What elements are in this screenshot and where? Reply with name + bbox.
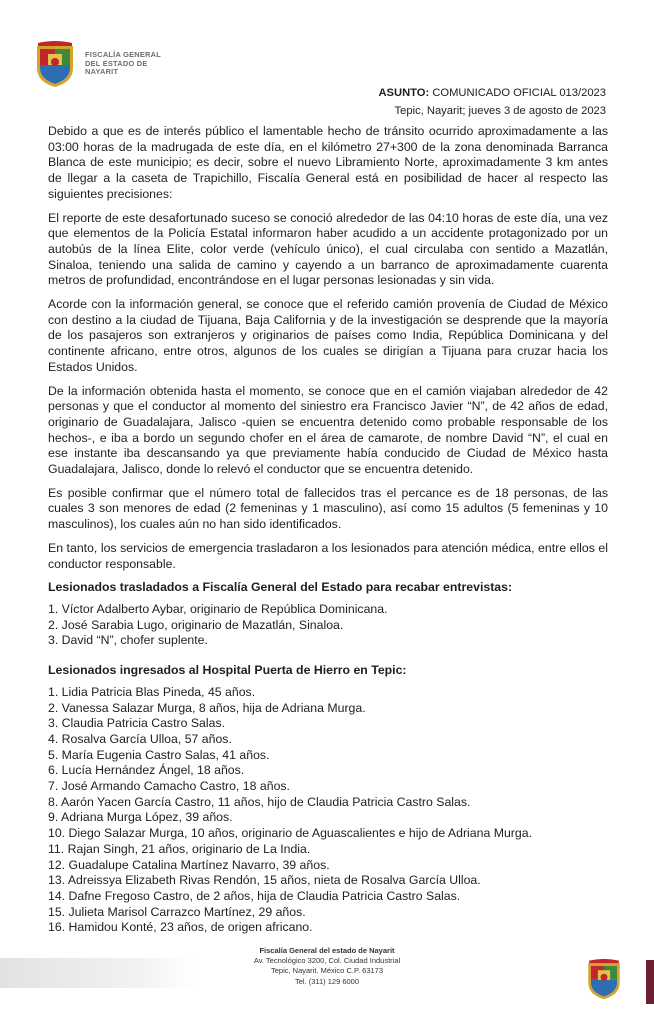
document-body — [48, 124, 608, 950]
list-item: 10. Diego Salazar Murga, 10 años, originario de Aguascalientes e hijo de Adriana Murga. — [48, 826, 532, 841]
paragraph: Debido a que es de interés público el lamentable hecho de tránsito ocurrido aproximadamente a las 03:00 horas de la madrugada de este día, en el kilómetro 27+300 de la zona denominada Barranca Blanca de este municipio; es decir, sobre el nuevo Libramiento Norte, aproximadamente 3 km antes de llegar a la caseta de Trapichillo, Fiscalía General está en posibilidad de hacer al respecto las siguientes precisiones: — [48, 124, 608, 201]
list-item: 9. Adriana Murga López, 39 años. — [48, 810, 233, 825]
brand-side-bar — [646, 960, 654, 1004]
asunto-label: ASUNTO: — [378, 87, 430, 99]
document-meta — [378, 84, 606, 120]
list-item: 2. Vanessa Salazar Murga, 8 años, hija de Adriana Murga. — [48, 700, 366, 715]
paragraph: Es posible confirmar que el número total de fallecidos tras el percance es de 18 personas, de las cuales 3 son menores de edad (2 femeninas y 1 masculino), así como 15 adultos (5 femeninas y 10 masculinos), los cuales aún no han sido identificados. — [48, 485, 608, 532]
list-item: 11. Rajan Singh, 21 años, originario de La India. — [48, 841, 311, 856]
list-item: 3. Claudia Patricia Castro Salas. — [48, 716, 226, 731]
injured-hospital-list — [48, 685, 608, 936]
paragraph: En tanto, los servicios de emergencia trasladaron a los lesionados para atención médica, entre ellos el conductor responsable. — [48, 540, 608, 571]
paragraph: De la información obtenida hasta el momento, se conoce que en el camión viajaban alrededor de 42 personas y que el conductor al momento del siniestro era Francisco Javier “N”, de 42 años de edad, originario de Guadalajara, Jalisco -quien se encuentra detenido como probable responsable de los hechos-, e iba a bordo un segundo chofer en el área de camarote, de nombre David “N”, el cual en ese instante iba descansando ya que previamente había conducido de Ciudad de México hasta Guadalajara, Jalisco, donde lo relevó el conductor que se encuentra detenido. — [48, 383, 608, 477]
coat-of-arms-icon — [34, 40, 76, 88]
paragraph: El reporte de este desafortunado suceso se conoció alrededor de las 04:10 horas de este día, una vez que elementos de la Policía Estatal informaron haber acudido a un accidente protagonizado por un autobús de la línea Elite, color verde (vehículo único), el cual circulaba con sentido a Mazatlán, Sinaloa, teniendo una salida de camino y cayendo a un barranco de aproximadamente cuarenta metros de profundidad, encontrándose en el lugar personas lesionadas y sin vida. — [48, 210, 608, 288]
page-header — [34, 38, 161, 90]
list-item: 1. Víctor Adalberto Aybar, originario de República Dominicana. — [48, 601, 388, 616]
org-line-1: FISCALÍA GENERAL — [85, 50, 161, 60]
list-item: 7. José Armando Camacho Castro, 18 años. — [48, 779, 290, 794]
list-item: 6. Lucía Hernández Ángel, 18 años. — [48, 763, 245, 778]
list-heading-hospital: Lesionados ingresados al Hospital Puerta de Hierro en Tepic: — [48, 663, 407, 678]
list-heading-fiscalia: Lesionados trasladados a Fiscalía General del Estado para recabar entrevistas: — [48, 580, 513, 595]
list-item: 12. Guadalupe Catalina Martínez Navarro, 39 años. — [48, 857, 330, 872]
asunto-value: COMUNICADO OFICIAL 013/2023 — [432, 87, 606, 99]
list-item: 14. Dafne Fregoso Castro, de 2 años, hija de Claudia Patricia Castro Salas. — [48, 888, 461, 903]
list-item: 16. Hamidou Konté, 23 años, de origen africano. — [48, 920, 313, 935]
list-item: 4. Rosalva García Ulloa, 57 años. — [48, 731, 232, 746]
list-item: 1. Lidia Patricia Blas Pineda, 45 años. — [48, 684, 256, 699]
footer-coat-of-arms-icon — [585, 958, 623, 1000]
list-item: 15. Julieta Marisol Carrazco Martínez, 29 años. — [48, 904, 306, 919]
list-item: 3. David “N”, chofer suplente. — [48, 633, 208, 648]
footer-address-2: Tepic, Nayarit. México C.P. 63173 — [271, 966, 383, 976]
injured-fiscalia-list — [48, 602, 608, 649]
list-item: 2. José Sarabia Lugo, originario de Mazatlán, Sinaloa. — [48, 617, 344, 632]
list-item: 13. Adreissya Elizabeth Rivas Rendón, 15 años, nieta de Rosalva García Ulloa. — [48, 873, 481, 888]
footer-org-name: Fiscalía General del estado de Nayarit — [259, 946, 395, 955]
org-name — [85, 51, 161, 77]
list-item: 8. Aarón Yacen García Castro, 11 años, hijo de Claudia Patricia Castro Salas. — [48, 794, 471, 809]
list-item: 5. María Eugenia Castro Salas, 41 años. — [48, 747, 270, 762]
footer-address-1: Av. Tecnológico 3200, Col. Ciudad Industrial — [253, 956, 401, 966]
paragraph: Acorde con la información general, se conoce que el referido camión provenía de Ciudad de México con destino a la ciudad de Tijuana, Baja California y de la investigación se desprende que la mayoría de los pasajeros son extranjeros y originarios de países como India, República Dominicana y del continente africano, entre otros, algunos de los cuales se dirigían a Tijuana para cruzar hacia los Estados Unidos. — [48, 297, 608, 374]
asunto-line — [378, 84, 606, 102]
footer-phone: Tel. (311) 129 6000 — [294, 976, 360, 986]
page-footer — [0, 946, 654, 987]
org-line-2: DEL ESTADO DE — [85, 58, 148, 68]
place-date: Tepic, Nayarit; jueves 3 de agosto de 2023 — [394, 105, 606, 117]
org-line-3: NAYARIT — [85, 67, 119, 77]
